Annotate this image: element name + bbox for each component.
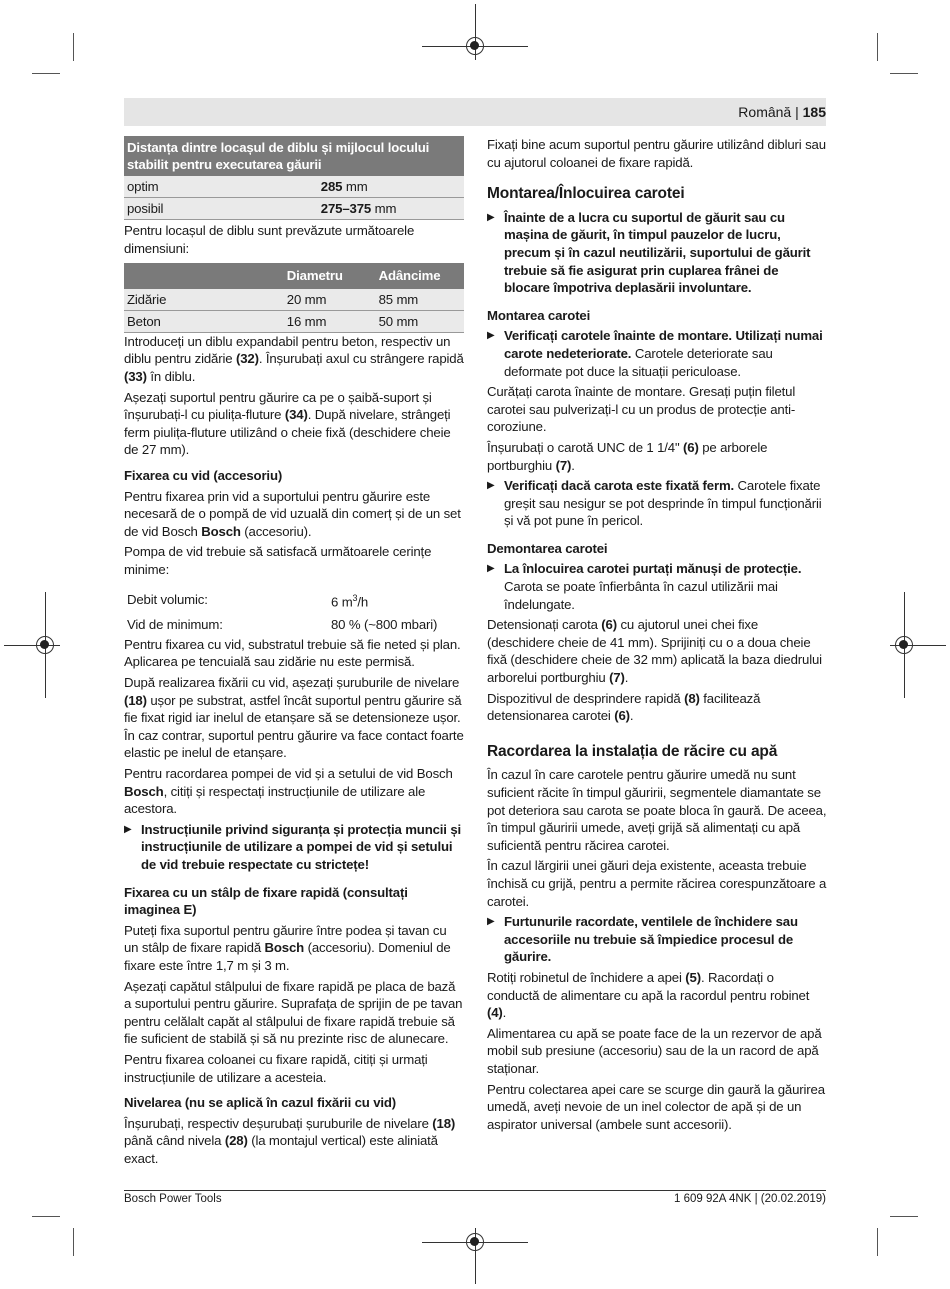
warning-item: ▶ Înainte de a lucra cu suportul de găurit sau cu mașina de găurit, în timpul pauzelor de lucru, precum și în cazul neutilizării, suportului de găurit trebuie să fie asigurat prin cuplarea frânei de blocare împotriva deplasării involuntare. [487, 209, 827, 297]
table-cell: 6 $m^3/h$ [331, 592, 369, 609]
paragraph: Puteți fixa suportul pentru găurire între podea și tavan cu un stâlp de fixare rapidă Bosch (accesoriu). Domeniul de fixare este între 1,7 m și 3 m. [124, 922, 451, 973]
paragraph: Pentru fixarea coloanei cu fixare rapidă, citiți și urmați instrucțiunile de utilizare a acesteia. [124, 1051, 428, 1085]
header-language: Română [738, 104, 792, 120]
table-row [124, 310, 464, 332]
crop-mark [32, 1216, 60, 1217]
section-heading: Nivelarea (nu se aplică în cazul fixării cu vid) [124, 1095, 397, 1111]
dowel-distance-title: Distanța dintre locașul de diblu și mijlocul locului stabilit pentru executarea găurii [124, 136, 464, 176]
crop-mark [877, 1228, 878, 1256]
table-row [124, 613, 464, 636]
paragraph: Înșurubați, respectiv deșurubați șuruburile de nivelare (18) până când nivela (28) (la montajul vertical) este aliniată exact. [124, 1115, 456, 1166]
table-header-cell: Diametru [284, 263, 376, 289]
paragraph: Așezați capătul stâlpului de fixare rapidă pe placa de bază a suportului pentru găurire. Suprafața de sprijin de pe tavan pentru celălalt capăt al stâlpului de fixare rapidă trebuie să fie suficient de stabilă și să nu prezinte risc de alunecare. [124, 978, 463, 1047]
paragraph: Pentru locașul de diblu sunt prevăzute următoarele dimensiuni: [124, 223, 415, 256]
paragraph: Pentru racordarea pompei de vid și a setului de vid Bosch Bosch, citiți și respectați instrucțiunile de utilizare ale acestora. [124, 766, 453, 817]
table-header-cell: Adâncime [376, 263, 464, 289]
paragraph: Așezați suportul pentru găurire ca pe o șaibă-suport și înșurubați-l cu piulița-fluture (34). După nivelare, strângeți ferm piulița-fluture utilizând o cheie fixă (deschidere cheie de 27 mm). [124, 389, 451, 458]
page-number: 185 [802, 104, 826, 120]
table-cell: 85 mm [376, 289, 464, 311]
crop-mark [32, 73, 60, 74]
table-cell: 20 mm [284, 289, 376, 311]
table-cell: Zidărie [124, 289, 284, 311]
footer-brand: Bosch Power Tools [124, 1193, 222, 1205]
table-header-row [124, 263, 464, 289]
section-heading: Fixarea cu un stâlp de fixare rapidă (consultați imaginea E) [124, 884, 408, 918]
section-title: Racordarea la instalația de răcire cu apă [487, 742, 778, 760]
section-heading: Montarea carotei [487, 307, 591, 323]
vacuum-requirements-table [124, 582, 464, 636]
warning-item: ▶ Verificați dacă carota este fixată ferm. Carotele fixate greșit sau nesigur se pot desprinde în timpul funcționării și vă pot pune în pericol. [487, 477, 827, 530]
table-cell: 275–375 mm [318, 198, 464, 220]
crop-mark [890, 73, 918, 74]
table-row [124, 198, 464, 220]
registration-mark-icon [466, 37, 484, 55]
paragraph: Fixați bine acum suportul pentru găurire utilizând dibluri sau cu ajutorul coloanei de fixare rapidă. [487, 137, 826, 170]
paragraph: În cazul în care carotele pentru găurire umedă nu sunt suficient răcite în timpul găuririi, segmentele diamantate se pot deteriora sau carota se poate bloca în gaură. De aceea, în timpul găuririi umede, aveți grijă să alimentați cu apă suficientă pentru răcirea carotei. [487, 767, 827, 853]
warning-item: ▶ Verificați carotele înainte de montare. Utilizați numai carote nedeteriorate. Carotele deteriorate sau deformate pot duce la situații periculoase. [487, 327, 827, 380]
section-title: Montarea/Înlocuirea carotei [487, 185, 685, 203]
paragraph: Dispozitivul de desprindere rapidă (8) facilitează detensionarea carotei (6). [487, 690, 761, 724]
page-header: Română | 185 [738, 104, 826, 120]
paragraph: Pompa de vid trebuie să satisfacă următoarele cerințe minime: [124, 544, 432, 577]
footer-doc-id: 1 609 92A 4NK | (20.02.2019) [674, 1193, 826, 1205]
paragraph: Detensionați carota (6) cu ajutorul unei chei fixe (deschidere cheie de 41 mm). Sprijiniți cu o a doua cheie fixă (deschidere cheie de 32 mm) aplicată la baza diedrului arborelui portburghiu (7). [487, 617, 822, 686]
left-column [124, 136, 464, 1171]
paragraph: Rotiți robinetul de închidere a apei (5). Racordați o conductă de alimentare cu apă la racordul pentru robinet (4). [487, 969, 810, 1021]
table-cell: optim [124, 176, 318, 198]
paragraph: În cazul lărgirii unei găuri deja existente, aceasta trebuie închisă cu grijă, pentru a permite răcirea corespunzătoare a carotei. [487, 858, 827, 909]
table-cell: 285 mm [318, 176, 464, 198]
registration-mark-icon [895, 636, 913, 654]
warning-item: ▶ La înlocuirea carotei purtați mănuși de protecție. Carota se poate înfierbânta în cazul utilizării mai îndelungate. [487, 560, 827, 613]
crop-mark [73, 33, 74, 61]
table-cell: 16 mm [284, 310, 376, 332]
paragraph: Pentru fixarea cu vid, substratul trebuie să fie neted și plan. Aplicarea pe tencuială sau zidărie nu este permisă. [124, 636, 461, 670]
table-row [124, 176, 464, 198]
table-cell: Vid de minimum: [127, 616, 223, 632]
table-cell: Debit volumic: [127, 592, 208, 608]
table-cell: 80 % (~800 mbari) [331, 616, 438, 632]
warning-item: ▶ Furtunurile racordate, ventilele de închidere sau accesoriile nu trebuie să împiedice procesul de găurire. [487, 913, 827, 966]
paragraph: Înșurubați o carotă UNC de 1 1/4" (6) pe arborele portburghiu (7). [487, 439, 768, 473]
registration-mark-icon [36, 636, 54, 654]
crop-mark [73, 1228, 74, 1256]
table-cell: Beton [124, 310, 284, 332]
section-heading: Fixarea cu vid (accesoriu) [124, 467, 283, 483]
table-header-cell [124, 263, 284, 289]
paragraph: Curățați carota înainte de montare. Gresați puțin filetul carotei sau pulverizați-l cu un produs de protecție anti-coroziune. [487, 384, 796, 435]
table-cell: posibil [124, 198, 318, 220]
paragraph: Pentru fixarea prin vid a suportului pentru găurire este necesară de o pompă de vid uzuală din comerț și de un set de vid Bosch Bosch (accesoriu). [124, 488, 461, 539]
header-bar [124, 98, 826, 126]
crop-mark [890, 1216, 918, 1217]
dowel-distance-table [124, 136, 464, 220]
table-row [124, 582, 464, 613]
crop-mark [877, 33, 878, 61]
table-cell: 50 mm [376, 310, 464, 332]
right-column [487, 136, 827, 1136]
table-row [124, 289, 464, 311]
section-heading: Demontarea carotei [487, 540, 608, 556]
paragraph: Introduceți un diblu expandabil pentru beton, respectiv un diblu pentru zidărie (32). Înșurubați axul cu strângere rapidă (33) în diblu. [124, 333, 464, 384]
paragraph: Pentru colectarea apei care se scurge din gaură la găurirea umedă, aveți nevoie de un inel colector de apă și de un aspirator universal (ambele sunt accesorii). [487, 1081, 825, 1132]
footer-divider [124, 1190, 826, 1191]
dowel-dimension-table [124, 263, 464, 333]
warning-item: ▶ Instrucțiunile privind siguranța și protecția muncii și instrucțiunile de utilizare a pompei de vid și setului de vid trebuie respectate cu strictețe! [124, 821, 464, 874]
registration-mark-icon [466, 1233, 484, 1251]
paragraph: Alimentarea cu apă se poate face de la un rezervor de apă mobil sub presiune (accesoriu) sau de la un racord de apă staționar. [487, 1025, 822, 1076]
paragraph: După realizarea fixării cu vid, așezați șuruburile de nivelare (18) ușor pe substrat, astfel încât suportul pentru găurire să fie fixat rigid iar inelul de etanșare să se detensioneze ușor. În caz contrar, suportul pentru găurire va face contact foarte elastic pe inelul de etanșare. [124, 675, 464, 761]
